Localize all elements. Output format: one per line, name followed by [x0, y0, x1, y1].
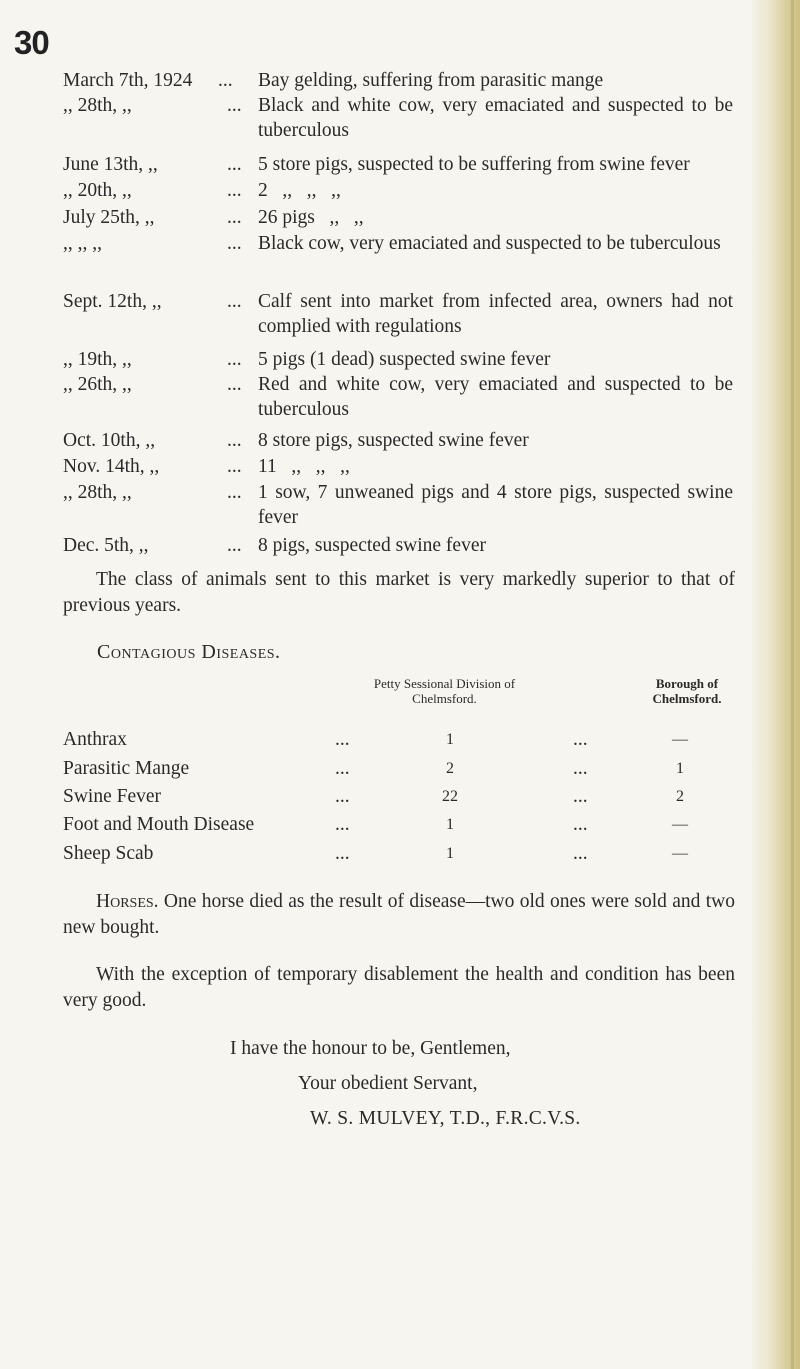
entry-date: Sept. 12th, ,, [63, 291, 162, 312]
petty-sessional-column-header: Petty Sessional Division of Chelmsford. [373, 676, 516, 706]
petty-value: 1 [446, 816, 454, 833]
row-dots: ... [573, 843, 588, 864]
contagious-diseases-heading: Contagious Diseases. [97, 641, 281, 663]
horses-lead: Horses. [96, 891, 159, 912]
entry-description: 1 sow, 7 unweaned pigs and 4 store pigs, suspected swine fever [258, 482, 733, 528]
entry-date: March 7th, 1924 [63, 70, 193, 91]
entry-date: July 25th, ,, [63, 207, 155, 228]
signature: W. S. MULVEY, T.D., F.R.C.V.S. [310, 1108, 581, 1129]
entry-date: ,, 26th, ,, [63, 374, 132, 395]
disease-name: Swine Fever [63, 786, 162, 807]
market-entries-list [0, 0, 800, 560]
row-dots: ... [573, 758, 588, 779]
entry-description: 5 store pigs, suspected to be suffering from swine fever [258, 154, 690, 175]
entry-dots: ... [227, 482, 242, 503]
petty-value: 1 [446, 731, 454, 748]
page-number: 30 [14, 24, 49, 61]
entry-date: Oct. 10th, ,, [63, 430, 156, 451]
entry-dots: ... [227, 535, 242, 556]
entry-description: 8 pigs, suspected swine fever [258, 535, 486, 556]
health-paragraph: With the exception of temporary disablement the health and condition has been very good. [63, 964, 735, 1011]
petty-value: 22 [442, 788, 458, 805]
borough-value: 1 [676, 760, 684, 777]
petty-value: 1 [446, 845, 454, 862]
entry-dots: ... [227, 349, 242, 370]
entry-description: 5 pigs (1 dead) suspected swine fever [258, 349, 551, 370]
entry-description: 2 ,, ,, ,, [258, 180, 341, 201]
row-dots: ... [335, 786, 350, 807]
row-dots: ... [335, 729, 350, 750]
entry-description: Bay gelding, suffering from parasitic mange [258, 70, 604, 91]
horses-text: One horse died as the result of disease—two old ones were sold and two new bought. [63, 891, 735, 938]
disease-name: Foot and Mouth Disease [63, 814, 255, 835]
entry-date: ,, 19th, ,, [63, 349, 132, 370]
row-dots: ... [335, 814, 350, 835]
borough-column-header: Borough of Chelmsford. [652, 676, 722, 706]
disease-name: Parasitic Mange [63, 758, 190, 779]
entry-description: 8 store pigs, suspected swine fever [258, 430, 529, 451]
row-dots: ... [335, 758, 350, 779]
entry-dots: ... [227, 291, 242, 312]
borough-value: 2 [676, 788, 684, 805]
entry-date: Dec. 5th, ,, [63, 535, 149, 556]
horses-paragraph [63, 889, 735, 941]
borough-value: — [672, 816, 688, 833]
row-dots: ... [573, 814, 588, 835]
entry-description: Black cow, very emaciated and suspected to be tuberculous [258, 233, 721, 254]
entry-date: ,, ,, ,, [63, 233, 102, 254]
row-dots: ... [573, 786, 588, 807]
entry-dots: ... [227, 207, 242, 228]
class-paragraph: The class of animals sent to this market is very markedly superior to that of previous years. [63, 569, 735, 616]
entry-date: June 13th, ,, [63, 154, 158, 175]
entry-description: Calf sent into market from infected area, owners had not complied with regulations [258, 291, 733, 337]
entry-dots: ... [227, 374, 242, 395]
entry-description: 26 pigs ,, ,, [258, 207, 364, 228]
petty-value: 2 [446, 760, 454, 777]
entry-description: 11 ,, ,, ,, [258, 456, 350, 477]
entry-dots: ... [227, 233, 242, 254]
borough-value: — [672, 731, 688, 748]
entry-date: ,, 28th, ,, [63, 95, 132, 116]
entry-dots: ... [227, 430, 242, 451]
row-dots: ... [573, 729, 588, 750]
row-dots: ... [335, 843, 350, 864]
disease-name: Sheep Scab [63, 843, 154, 864]
entry-description: Black and white cow, very emaciated and suspected to be tuberculous [258, 95, 733, 141]
entry-date: ,, 20th, ,, [63, 180, 132, 201]
entry-dots: ... [227, 154, 242, 175]
entry-dots: ... [227, 95, 242, 116]
closing-salutation: I have the honour to be, Gentlemen, [230, 1038, 511, 1059]
entry-description: Red and white cow, very emaciated and suspected to be tuberculous [258, 374, 733, 420]
entry-dots: ... [227, 180, 242, 201]
entry-date: Nov. 14th, ,, [63, 456, 160, 477]
closing-servant: Your obedient Servant, [298, 1073, 478, 1094]
disease-name: Anthrax [63, 729, 127, 750]
entry-date: ,, 28th, ,, [63, 482, 132, 503]
borough-value: — [672, 845, 688, 862]
entry-dots: ... [227, 456, 242, 477]
entry-dots: ... [218, 70, 233, 91]
